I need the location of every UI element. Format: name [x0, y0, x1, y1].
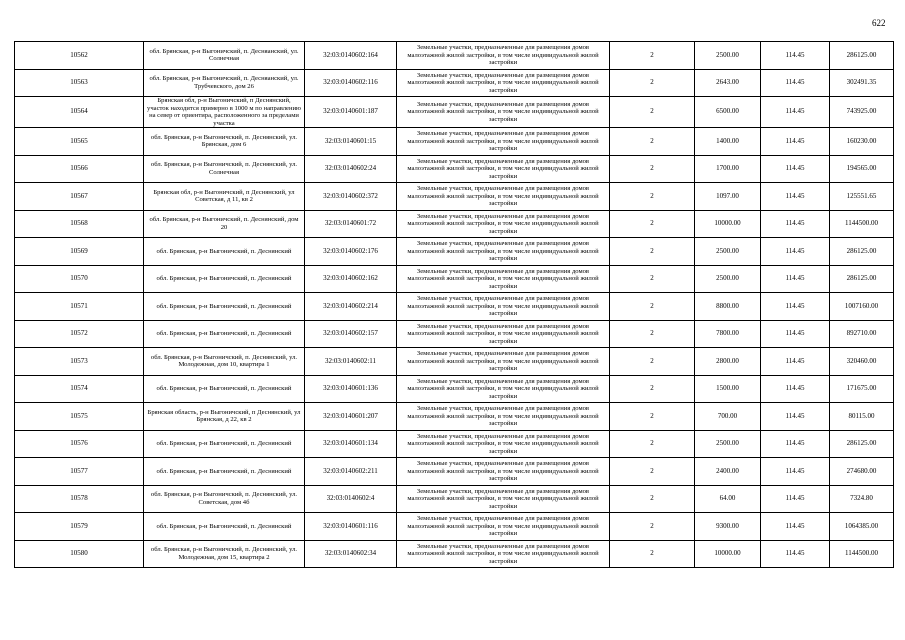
area-cell: 1500.00 — [695, 375, 761, 403]
cadastral-value-table — [14, 41, 894, 568]
address-cell: обл. Брянская, р-н Выгоничский, п. Деснянский, ул. Молодежная, дом 15, квартира 2 — [144, 540, 305, 568]
specific-value-cell: 114.45 — [761, 265, 830, 293]
row-number-cell: 10567 — [15, 183, 144, 211]
table-row — [15, 128, 894, 156]
area-cell: 8800.00 — [695, 293, 761, 321]
land-use-cell: Земельные участки, предназначенные для размещения домов малоэтажной жилой застройки, в том числе индивидуальной жилой застройки — [397, 513, 610, 541]
cadastral-number-cell: 32:03:0140602:164 — [305, 42, 397, 70]
group-cell: 2 — [610, 97, 695, 128]
area-cell: 1700.00 — [695, 155, 761, 183]
group-cell: 2 — [610, 375, 695, 403]
address-cell: обл. Брянская, р-н Выгоничский, п. Деснянский, дом 20 — [144, 210, 305, 238]
cadastral-value-cell: 1144500.00 — [830, 540, 894, 568]
group-cell: 2 — [610, 155, 695, 183]
group-cell: 2 — [610, 293, 695, 321]
address-cell: обл. Брянская, р-н Выгоничский, п. Деснянский — [144, 458, 305, 486]
cadastral-number-cell: 32:03:0140602:214 — [305, 293, 397, 321]
cadastral-number-cell: 32:03:0140601:116 — [305, 513, 397, 541]
cadastral-number-cell: 32:03:0140602:211 — [305, 458, 397, 486]
row-number-cell: 10580 — [15, 540, 144, 568]
table-row — [15, 265, 894, 293]
table-row — [15, 375, 894, 403]
area-cell: 10000.00 — [695, 540, 761, 568]
address-cell: обл. Брянская, р-н Выгоничский, п. Деснянский — [144, 375, 305, 403]
address-cell: обл. Брянская, р-н Выгоничский, п. Деснянский — [144, 265, 305, 293]
group-cell: 2 — [610, 183, 695, 211]
area-cell: 2400.00 — [695, 458, 761, 486]
area-cell: 64.00 — [695, 485, 761, 513]
cadastral-value-cell: 125551.65 — [830, 183, 894, 211]
row-number-cell: 10562 — [15, 42, 144, 70]
specific-value-cell: 114.45 — [761, 42, 830, 70]
table-row — [15, 69, 894, 97]
table-row — [15, 320, 894, 348]
cadastral-number-cell: 32:03:0140601:136 — [305, 375, 397, 403]
cadastral-value-cell: 1007160.00 — [830, 293, 894, 321]
group-cell: 2 — [610, 69, 695, 97]
specific-value-cell: 114.45 — [761, 458, 830, 486]
address-cell: обл. Брянская, р-н Выгоничский, п. Деснянский, ул. Брянская, дом 6 — [144, 128, 305, 156]
address-cell: обл. Брянская, р-н Выгоничский, п. Деснянский, ул. Советская, дом 4б — [144, 485, 305, 513]
table-row — [15, 155, 894, 183]
area-cell: 2500.00 — [695, 42, 761, 70]
land-use-cell: Земельные участки, предназначенные для размещения домов малоэтажной жилой застройки, в том числе индивидуальной жилой застройки — [397, 265, 610, 293]
address-cell: обл. Брянская, р-н Выгоничский, п. Деснянский, ул. Молодежная, дом 10, квартира 1 — [144, 348, 305, 376]
group-cell: 2 — [610, 485, 695, 513]
group-cell: 2 — [610, 430, 695, 458]
row-number-cell: 10570 — [15, 265, 144, 293]
cadastral-value-cell: 194565.00 — [830, 155, 894, 183]
cadastral-value-cell: 7324.80 — [830, 485, 894, 513]
group-cell: 2 — [610, 42, 695, 70]
table-row — [15, 183, 894, 211]
specific-value-cell: 114.45 — [761, 375, 830, 403]
specific-value-cell: 114.45 — [761, 403, 830, 431]
table-row — [15, 485, 894, 513]
area-cell: 2800.00 — [695, 348, 761, 376]
cadastral-value-cell: 80115.00 — [830, 403, 894, 431]
address-cell: обл. Брянская, р-н Выгоничский, п. Десняанский, ул. Трубчевского, дом 26 — [144, 69, 305, 97]
cadastral-number-cell: 32:03:0140601:187 — [305, 97, 397, 128]
cadastral-value-cell: 286125.00 — [830, 265, 894, 293]
area-cell: 1097.00 — [695, 183, 761, 211]
land-use-cell: Земельные участки, предназначенные для размещения домов малоэтажной жилой застройки, в том числе индивидуальной жилой застройки — [397, 485, 610, 513]
cadastral-number-cell: 32:03:0140602:116 — [305, 69, 397, 97]
row-number-cell: 10577 — [15, 458, 144, 486]
land-use-cell: Земельные участки, предназначенные для размещения домов малоэтажной жилой застройки, в том числе индивидуальной жилой застройки — [397, 183, 610, 211]
area-cell: 7800.00 — [695, 320, 761, 348]
land-use-cell: Земельные участки, предназначенные для размещения домов малоэтажной жилой застройки, в том числе индивидуальной жилой застройки — [397, 320, 610, 348]
specific-value-cell: 114.45 — [761, 320, 830, 348]
group-cell: 2 — [610, 348, 695, 376]
table-row — [15, 293, 894, 321]
area-cell: 10000.00 — [695, 210, 761, 238]
specific-value-cell: 114.45 — [761, 97, 830, 128]
cadastral-value-cell: 171675.00 — [830, 375, 894, 403]
specific-value-cell: 114.45 — [761, 210, 830, 238]
specific-value-cell: 114.45 — [761, 513, 830, 541]
cadastral-number-cell: 32:03:0140602:34 — [305, 540, 397, 568]
table-row — [15, 238, 894, 266]
cadastral-value-cell: 743925.00 — [830, 97, 894, 128]
area-cell: 700.00 — [695, 403, 761, 431]
group-cell: 2 — [610, 540, 695, 568]
address-cell: обл. Брянская, р-н Выгоничский, п. Деснянский — [144, 513, 305, 541]
land-use-cell: Земельные участки, предназначенные для размещения домов малоэтажной жилой застройки, в том числе индивидуальной жилой застройки — [397, 97, 610, 128]
row-number-cell: 10569 — [15, 238, 144, 266]
page-number: 622 — [872, 18, 886, 28]
table-row — [15, 348, 894, 376]
cadastral-number-cell: 32:03:0140601:207 — [305, 403, 397, 431]
cadastral-value-cell: 286125.00 — [830, 430, 894, 458]
specific-value-cell: 114.45 — [761, 430, 830, 458]
specific-value-cell: 114.45 — [761, 183, 830, 211]
address-cell: обл. Брянская, р-н Выгоничский, п. Деснянский — [144, 430, 305, 458]
specific-value-cell: 114.45 — [761, 348, 830, 376]
group-cell: 2 — [610, 238, 695, 266]
area-cell: 2500.00 — [695, 430, 761, 458]
group-cell: 2 — [610, 513, 695, 541]
address-cell: обл. Брянская, р-н Выгоничский, п. Десняанский, ул. Солнечная — [144, 42, 305, 70]
address-cell: обл. Брянская, р-н Выгоничский, п. Деснянский — [144, 238, 305, 266]
group-cell: 2 — [610, 320, 695, 348]
specific-value-cell: 114.45 — [761, 238, 830, 266]
address-cell: Брянская область, р-н Выгоничский, п Деснянский, ул Брянская, д 22, кв 2 — [144, 403, 305, 431]
land-use-cell: Земельные участки, предназначенные для размещения домов малоэтажной жилой застройки, в том числе индивидуальной жилой застройки — [397, 348, 610, 376]
area-cell: 6500.00 — [695, 97, 761, 128]
row-number-cell: 10568 — [15, 210, 144, 238]
land-use-cell: Земельные участки, предназначенные для размещения домов малоэтажной жилой застройки, в том числе индивидуальной жилой застройки — [397, 540, 610, 568]
cadastral-number-cell: 32:03:0140602:372 — [305, 183, 397, 211]
row-number-cell: 10575 — [15, 403, 144, 431]
land-use-cell: Земельные участки, предназначенные для размещения домов малоэтажной жилой застройки, в том числе индивидуальной жилой застройки — [397, 210, 610, 238]
group-cell: 2 — [610, 265, 695, 293]
cadastral-number-cell: 32:03:0140602:4 — [305, 485, 397, 513]
row-number-cell: 10576 — [15, 430, 144, 458]
land-use-cell: Земельные участки, предназначенные для размещения домов малоэтажной жилой застройки, в том числе индивидуальной жилой застройки — [397, 69, 610, 97]
specific-value-cell: 114.45 — [761, 155, 830, 183]
row-number-cell: 10564 — [15, 97, 144, 128]
group-cell: 2 — [610, 458, 695, 486]
cadastral-number-cell: 32:03:0140602:162 — [305, 265, 397, 293]
land-use-cell: Земельные участки, предназначенные для размещения домов малоэтажной жилой застройки, в том числе индивидуальной жилой застройки — [397, 458, 610, 486]
land-use-cell: Земельные участки, предназначенные для размещения домов малоэтажной жилой застройки, в том числе индивидуальной жилой застройки — [397, 128, 610, 156]
table-row — [15, 540, 894, 568]
land-use-cell: Земельные участки, предназначенные для размещения домов малоэтажной жилой застройки, в том числе индивидуальной жилой застройки — [397, 430, 610, 458]
area-cell: 2500.00 — [695, 238, 761, 266]
specific-value-cell: 114.45 — [761, 128, 830, 156]
row-number-cell: 10571 — [15, 293, 144, 321]
table-body — [15, 42, 894, 568]
cadastral-number-cell: 32:03:0140601:134 — [305, 430, 397, 458]
cadastral-number-cell: 32:03:0140602:176 — [305, 238, 397, 266]
land-use-cell: Земельные участки, предназначенные для размещения домов малоэтажной жилой застройки, в том числе индивидуальной жилой застройки — [397, 238, 610, 266]
row-number-cell: 10574 — [15, 375, 144, 403]
row-number-cell: 10563 — [15, 69, 144, 97]
group-cell: 2 — [610, 128, 695, 156]
cadastral-number-cell: 32:03:0140601:15 — [305, 128, 397, 156]
row-number-cell: 10566 — [15, 155, 144, 183]
group-cell: 2 — [610, 403, 695, 431]
specific-value-cell: 114.45 — [761, 293, 830, 321]
table-row — [15, 513, 894, 541]
area-cell: 1400.00 — [695, 128, 761, 156]
row-number-cell: 10573 — [15, 348, 144, 376]
cadastral-value-cell: 1144500.00 — [830, 210, 894, 238]
address-cell: обл. Брянская, р-н Выгоничский, п. Деснянский — [144, 320, 305, 348]
area-cell: 9300.00 — [695, 513, 761, 541]
table-row — [15, 403, 894, 431]
cadastral-value-cell: 302491.35 — [830, 69, 894, 97]
address-cell: обл. Брянская, р-н Выгоничский, п. Деснянский — [144, 293, 305, 321]
cadastral-number-cell: 32:03:0140601:72 — [305, 210, 397, 238]
cadastral-value-cell: 286125.00 — [830, 42, 894, 70]
table-row — [15, 97, 894, 128]
address-cell: Брянская обл, р-н Выгоничский, п Деснянский, ул Советская, д 11, кв 2 — [144, 183, 305, 211]
land-use-cell: Земельные участки, предназначенные для размещения домов малоэтажной жилой застройки, в том числе индивидуальной жилой застройки — [397, 293, 610, 321]
row-number-cell: 10579 — [15, 513, 144, 541]
cadastral-number-cell: 32:03:0140602:11 — [305, 348, 397, 376]
cadastral-number-cell: 32:03:0140602:157 — [305, 320, 397, 348]
area-cell: 2500.00 — [695, 265, 761, 293]
specific-value-cell: 114.45 — [761, 485, 830, 513]
specific-value-cell: 114.45 — [761, 540, 830, 568]
row-number-cell: 10572 — [15, 320, 144, 348]
cadastral-value-cell: 160230.00 — [830, 128, 894, 156]
address-cell: обл. Брянская, р-н Выгоничский, п. Деснянский, ул. Солнечная — [144, 155, 305, 183]
cadastral-value-cell: 1064385.00 — [830, 513, 894, 541]
group-cell: 2 — [610, 210, 695, 238]
specific-value-cell: 114.45 — [761, 69, 830, 97]
land-use-cell: Земельные участки, предназначенные для размещения домов малоэтажной жилой застройки, в том числе индивидуальной жилой застройки — [397, 375, 610, 403]
cadastral-value-cell: 274680.00 — [830, 458, 894, 486]
address-cell: Брянская обл, р-н Выгоничский, п Деснянский, участок находится примерно в 1000 м по направлению на север от ориентира, расположенного за пределами участка — [144, 97, 305, 128]
land-use-cell: Земельные участки, предназначенные для размещения домов малоэтажной жилой застройки, в том числе индивидуальной жилой застройки — [397, 403, 610, 431]
table-row — [15, 42, 894, 70]
cadastral-value-cell: 320460.00 — [830, 348, 894, 376]
table-row — [15, 210, 894, 238]
row-number-cell: 10565 — [15, 128, 144, 156]
cadastral-value-cell: 286125.00 — [830, 238, 894, 266]
table-row — [15, 458, 894, 486]
cadastral-value-cell: 892710.00 — [830, 320, 894, 348]
area-cell: 2643.00 — [695, 69, 761, 97]
table-row — [15, 430, 894, 458]
land-use-cell: Земельные участки, предназначенные для размещения домов малоэтажной жилой застройки, в том числе индивидуальной жилой застройки — [397, 155, 610, 183]
land-use-cell: Земельные участки, предназначенные для размещения домов малоэтажной жилой застройки, в том числе индивидуальной жилой застройки — [397, 42, 610, 70]
cadastral-number-cell: 32:03:0140602:24 — [305, 155, 397, 183]
row-number-cell: 10578 — [15, 485, 144, 513]
